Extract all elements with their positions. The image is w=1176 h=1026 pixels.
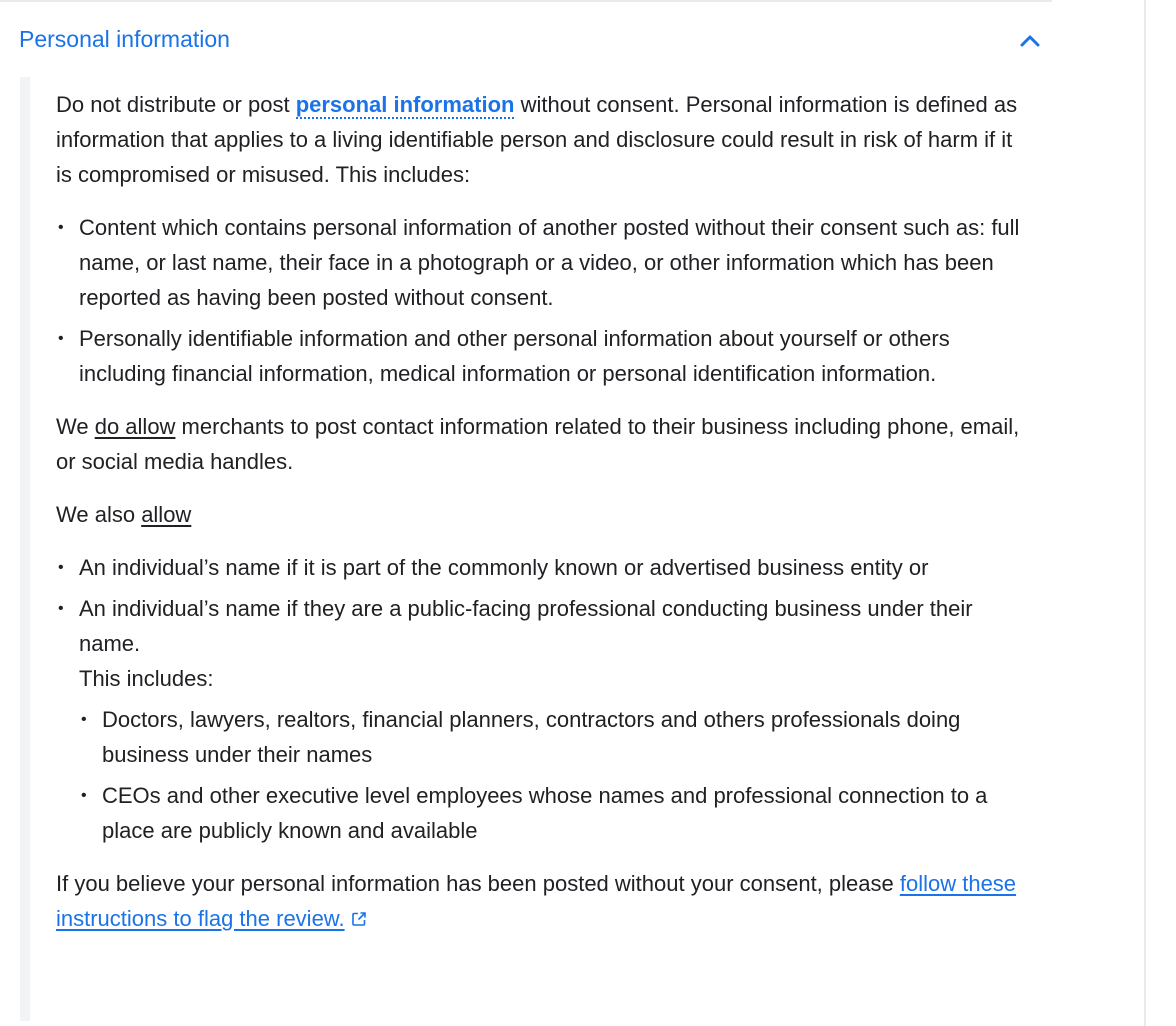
allow-list: [56, 550, 1031, 848]
right-divider: [1144, 0, 1146, 1026]
allow-text-before: We: [56, 414, 95, 439]
nested-professionals-list: [79, 702, 1031, 848]
nested-list-item: • Doctors, lawyers, realtors, financial planners, contractors and others professionals doing business under their names: [79, 702, 1031, 772]
nested-list-item: • CEOs and other executive level employees whose names and professional connection to a place are publicly known and available: [79, 778, 1031, 848]
allow-emphasis: allow: [141, 502, 192, 527]
also-allow-text: We also: [56, 502, 142, 527]
intro-text-before: Do not distribute or post: [56, 92, 296, 117]
list-item-subtext: This includes:: [79, 666, 214, 691]
includes-list: [56, 210, 1031, 391]
accordion-panel: [20, 77, 1030, 1021]
accordion-title[interactable]: Personal information: [19, 26, 230, 52]
policy-content: [56, 87, 1031, 954]
list-item: • An individual’s name if it is part of the commonly known or advertised business entity or: [56, 550, 1031, 585]
do-allow-emphasis: do allow: [94, 414, 176, 439]
chevron-up-icon[interactable]: [1018, 30, 1042, 50]
accordion-header-personal-information[interactable]: [0, 2, 1052, 74]
closing-paragraph: [56, 866, 1031, 936]
closing-text: If you believe your personal information has been posted without your consent, please: [56, 871, 900, 896]
flag-review-link[interactable]: follow these instructions to flag the review.: [56, 871, 1017, 931]
list-item-text: An individual’s name if they are a public-facing professional conducting business under their name.: [79, 596, 973, 656]
also-allow-paragraph: [56, 497, 1031, 532]
list-item: • Content which contains personal information of another posted without their consent such as: full name, or last name, their face in a photograph or a video, or other information which has been reported as having been posted without consent.: [56, 210, 1031, 315]
intro-paragraph: [56, 87, 1031, 192]
intro-text-after: without consent. Personal information is defined as information that applies to a living identifiable person and disclosure could result in risk of harm if it is compromised or misused. This includes:: [56, 92, 1018, 187]
allow-paragraph: [56, 409, 1031, 479]
allow-text-after: merchants to post contact information related to their business including phone, email, or social media handles.: [56, 414, 1020, 474]
list-item: [56, 591, 1031, 848]
external-link-icon[interactable]: [351, 911, 367, 927]
personal-information-link[interactable]: personal information: [295, 92, 515, 117]
list-item: • Personally identifiable information and other personal information about yourself or others including financial information, medical information or personal identification information.: [56, 321, 1031, 391]
